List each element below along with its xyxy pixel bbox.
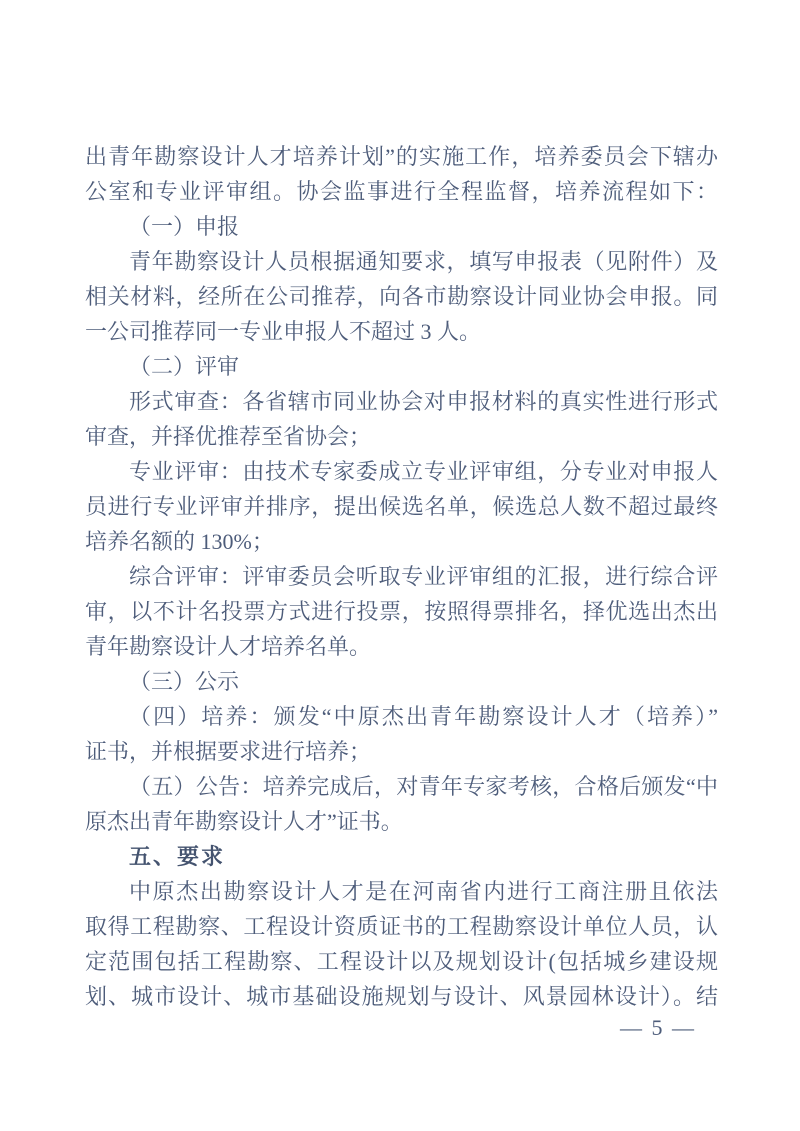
document-line: （二）评审	[129, 354, 240, 379]
document-line: 出青年勘察设计人才培养计划”的实施工作，培养委员会下辖办	[85, 144, 718, 169]
document-line: 一公司推荐同一专业申报人不超过 3 人。	[85, 319, 482, 344]
document-body	[85, 139, 718, 1014]
document-line: 相关材料，经所在公司推荐，向各市勘察设计同业协会申报。同	[85, 284, 718, 309]
section-heading: 五、要求	[129, 844, 226, 869]
document-line: （四）培养：颁发“中原杰出青年勘察设计人才（培养）”	[129, 704, 718, 729]
document-line: 证书，并根据要求进行培养；	[85, 739, 372, 764]
document-line: 培养名额的 130%；	[85, 529, 274, 554]
document-line: 审，以不计名投票方式进行投票，按照得票排名，择优选出杰出	[85, 599, 718, 624]
document-line: 原杰出青年勘察设计人才”证书。	[85, 809, 403, 834]
page-number: — 5 —	[620, 1015, 696, 1040]
document-line: 审查，并择优推荐至省协会；	[85, 424, 372, 449]
document-line: 取得工程勘察、工程设计资质证书的工程勘察设计单位人员，认	[85, 914, 718, 939]
document-line: （五）公告：培养完成后，对青年专家考核，合格后颁发“中	[129, 774, 718, 799]
document-line: （一）申报	[129, 214, 240, 239]
document-line: 划、城市设计、城市基础设施规划与设计、风景园林设计）。结	[85, 984, 718, 1009]
document-line: 综合评审：评审委员会听取专业评审组的汇报，进行综合评	[129, 564, 718, 589]
document-line: 青年勘察设计人才培养名单。	[85, 634, 372, 659]
document-line: 形式审查：各省辖市同业协会对申报材料的真实性进行形式	[129, 389, 718, 414]
document-line: 公室和专业评审组。协会监事进行全程监督，培养流程如下：	[85, 179, 718, 204]
document-line: 中原杰出勘察设计人才是在河南省内进行工商注册且依法	[129, 879, 718, 904]
document-line: 青年勘察设计人员根据通知要求，填写申报表（见附件）及	[129, 249, 718, 274]
document-line: 员进行专业评审并排序，提出候选名单，候选总人数不超过最终	[85, 494, 718, 519]
document-line: 定范围包括工程勘察、工程设计以及规划设计(包括城乡建设规	[85, 949, 718, 974]
document-line: 专业评审：由技术专家委成立专业评审组，分专业对申报人	[129, 459, 718, 484]
document-line: （三）公示	[129, 669, 240, 694]
